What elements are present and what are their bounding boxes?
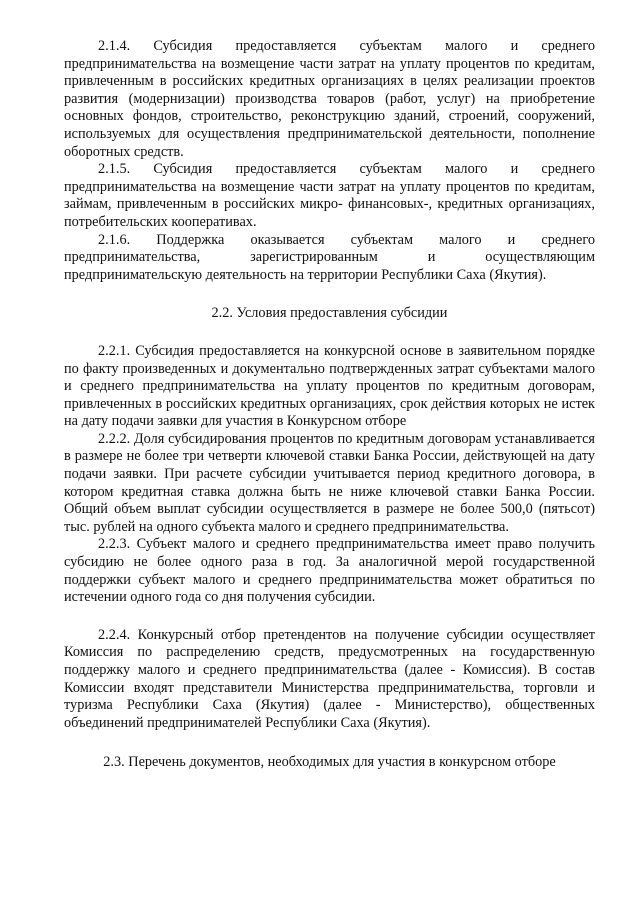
paragraph-2-1-4: 2.1.4. Субсидия предоставляется субъектам малого и среднего предпринимательства на возмещение части затрат на уплату процентов по кредитам, привлеченным в российских кредитных организациях в целях реализации проектов развития (модернизации) производства товаров (работ, услуг) на приобретение основных фондов, строительство, реконструкцию зданий, строений, сооружений, используемых для осуществления предпринимательской деятельности, пополнение оборотных средств. xyxy=(64,38,595,160)
spacer xyxy=(64,284,595,305)
paragraph-2-1-5: 2.1.5. Субсидия предоставляется субъектам малого и среднего предпринимательства на возмещение части затрат на уплату процентов по кредитам, займам, привлеченным в российских микро- финансовых-, кредитных организациях, потребительских кооперативах. xyxy=(64,161,595,230)
paragraph-2-2-3: 2.2.3. Субъект малого и среднего предпринимательства имеет право получить субсидию не более одного раза в год. За аналогичной мерой государственной поддержки субъект малого и среднего предпринимательства может обратиться по истечении одного года со дня получения субсидии. xyxy=(64,536,595,606)
paragraph-2-2-1: 2.2.1. Субсидия предоставляется на конкурсной основе в заявительном порядке по факту произведенных и документально подтвержденных затрат субъектами малого и среднего предпринимательства на уплату процентов по кредитным договорам, привлеченных в российских кредитных организациях, срок действия которых не истек на дату подачи заявки для участия в Конкурсном отборе xyxy=(64,342,595,430)
section-heading-2-3: 2.3. Перечень документов, необходимых для участия в конкурсном отборе xyxy=(103,754,556,771)
spacer xyxy=(64,732,595,754)
spacer xyxy=(64,607,595,627)
section-heading-2-2: 2.2. Условия предоставления субсидии xyxy=(211,305,448,322)
document-page xyxy=(64,38,595,772)
spacer xyxy=(64,323,595,343)
paragraph-2-1-6: 2.1.6. Поддержка оказывается субъектам малого и среднего предпринимательства, зарегистрированным и осуществляющим предпринимательскую деятельность на территории Республики Саха (Якутия). xyxy=(64,231,595,283)
paragraph-2-2-4: 2.2.4. Конкурсный отбор претендентов на получение субсидии осуществляет Комиссия по распределению средств, предусмотренных на государственную поддержку малого и среднего предпринимательства (далее - Комиссия). В состав Комиссии входят представители Министерства предпринимательства, торговли и туризма Республики Саха (Якутия) (далее - Министерство), общественных объединений предпринимателей Республики Саха (Якутия). xyxy=(64,626,595,731)
paragraph-2-2-2: 2.2.2. Доля субсидирования процентов по кредитным договорам устанавливается в размере не более три четверти ключевой ставки Банка России, действующей на дату подачи заявки. При расчете субсидии учитывается период кредитного договора, в котором кредитная ставка должна быть не ниже ключевой ставки Банка России. Общий объем выплат субсидии осуществляется в размере не более 500,0 (пятьсот) тыс. рублей на одного субъекта малого и среднего предпринимательства. xyxy=(64,430,595,535)
